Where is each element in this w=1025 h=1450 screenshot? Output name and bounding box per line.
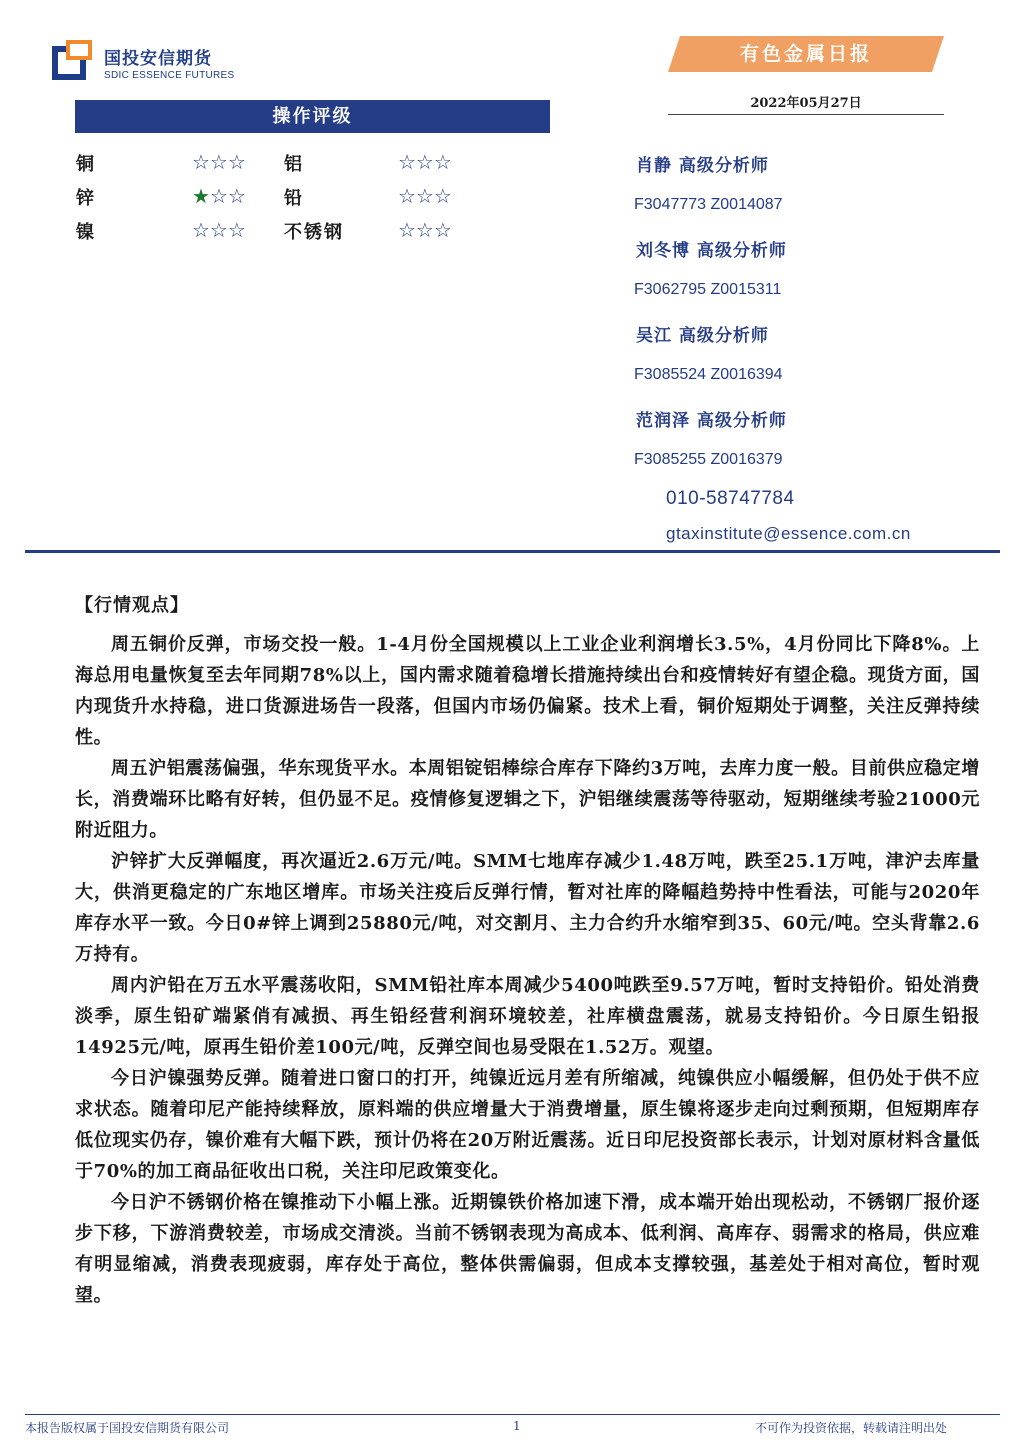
analyst-license: F3085524 Z0016394: [634, 366, 783, 383]
rating-metal-zinc: 锌: [76, 188, 96, 209]
footer-disclaimer: 不可作为投资依据，转载请注明出处: [755, 1421, 948, 1435]
analyst-license: F3062795 Z0015311: [634, 281, 782, 298]
rating-stars-copper: ☆☆☆: [192, 150, 246, 174]
report-date: 2022年05月27日: [750, 96, 862, 111]
section-title: 【行情观点】: [75, 595, 189, 616]
rating-header: 操作评级: [75, 100, 550, 133]
rating-stars-zinc: [192, 184, 246, 208]
rating-stars-aluminum: ☆☆☆: [398, 150, 452, 174]
analyst-license: F3085255 Z0016379: [634, 451, 783, 468]
company-logo: [52, 40, 252, 90]
analyst-name: 范润泽 高级分析师: [636, 411, 787, 431]
paragraph-zinc: 沪锌扩大反弹幅度，再次逼近2.6万元/吨。SMM七地库存减少1.48万吨，跌至25.1万吨，津沪去库量大，供消更稳定的广东地区增库。市场关注疫后反弹行情，暂对社库的降幅趋势持中性看法，可能与2020年库存水平一致。今日0#锌上调到25880元/吨，对交割月、主力合约升水缩窄到35、60元/吨。空头背靠2.6万持有。: [75, 851, 980, 965]
page-number: 1: [513, 1419, 521, 1433]
report-title-banner: [668, 36, 944, 72]
filled-star-icon: ★: [192, 184, 210, 208]
rating-stars-nickel: ☆☆☆: [192, 218, 246, 242]
rating-metal-nickel: 镍: [76, 222, 96, 243]
paragraph-copper: 周五铜价反弹，市场交投一般。1-4月份全国规模以上工业企业利润增长3.5%，4月份同比下降8%。上海总用电量恢复至去年同期78%以上，国内需求随着稳增长措施持续出台和疫情转好有望企稳。现货方面，国内现货升水持稳，进口货源进场告一段落，但国内市场仍偏紧。技术上看，铜价短期处于调整，关注反弹持续性。: [75, 634, 980, 748]
footer-copyright: 本报告版权属于国投安信期货有限公司: [25, 1421, 230, 1435]
logo-mark-icon: [52, 40, 92, 80]
paragraph-aluminum: 周五沪铝震荡偏强，华东现货平水。本周铝锭铝棒综合库存下降约3万吨，去库力度一般。目前供应稳定增长，消费端环比略有好转，但仍显不足。疫情修复逻辑之下，沪铝继续震荡等待驱动，短期继续考验21000元附近阻力。: [75, 758, 980, 841]
paragraph-stainless: 今日沪不锈钢价格在镍推动下小幅上涨。近期镍铁价格加速下滑，成本端开始出现松动，不锈钢厂报价逐步下移，下游消费较差，市场成交清淡。当前不锈钢表现为高成本、低利润、高库存、弱需求的格局，供应难有明显缩减，消费表现疲弱，库存处于高位，整体供需偏弱，但成本支撑较强，基差处于相对高位，暂时观望。: [75, 1192, 980, 1306]
paragraph-lead: 周内沪铅在万五水平震荡收阳，SMM铅社库本周减少5400吨跌至9.57万吨，暂时支持铅价。铅处消费淡季，原生铅矿端紧俏有减损、再生铅经营利润环境较差，社库横盘震荡，就易支持铅价。今日原生铅报14925元/吨，原再生铅价差100元/吨，反弹空间也易受限在1.52万。观望。: [75, 975, 980, 1058]
rating-metal-aluminum: 铝: [284, 154, 304, 175]
logo-text-cn: 国投安信期货: [104, 49, 212, 69]
date-divider: [668, 114, 944, 115]
contact-phone: 010-58747784: [666, 488, 795, 509]
paragraph-nickel: 今日沪镍强势反弹。随着进口窗口的打开，纯镍近远月差有所缩减，纯镍供应小幅缓解，但仍处于供不应求状态。随着印尼产能持续释放，原料端的供应增量大于消费增量，原生镍将逐步走向过剩预期，但短期库存低位现实仍存，镍价难有大幅下跌，预计仍将在20万附近震荡。近日印尼投资部长表示，计划对原材料含量低于70%的加工商品征收出口税，关注印尼政策变化。: [75, 1068, 980, 1182]
rating-metal-copper: 铜: [76, 154, 96, 175]
rating-stars-stainless: ☆☆☆: [398, 218, 452, 242]
analyst-name: 刘冬博 高级分析师: [636, 241, 787, 261]
analyst-name: 肖静 高级分析师: [636, 156, 769, 176]
empty-star-icon: ☆☆: [209, 184, 246, 208]
contact-email[interactable]: gtaxinstitute@essence.com.cn: [666, 524, 911, 543]
logo-text-en: SDIC ESSENCE FUTURES: [104, 70, 235, 81]
market-view-section: [75, 590, 980, 1311]
analyst-name: 吴江 高级分析师: [636, 326, 769, 346]
rating-metal-lead: 铅: [284, 188, 304, 209]
header-divider: [25, 550, 1000, 553]
rating-metal-stainless: 不锈钢: [284, 222, 344, 243]
analyst-license: F3047773 Z0014087: [634, 196, 783, 213]
footer-divider: [25, 1414, 1000, 1415]
rating-stars-lead: ☆☆☆: [398, 184, 452, 208]
report-title: 有色金属日报: [739, 43, 872, 65]
